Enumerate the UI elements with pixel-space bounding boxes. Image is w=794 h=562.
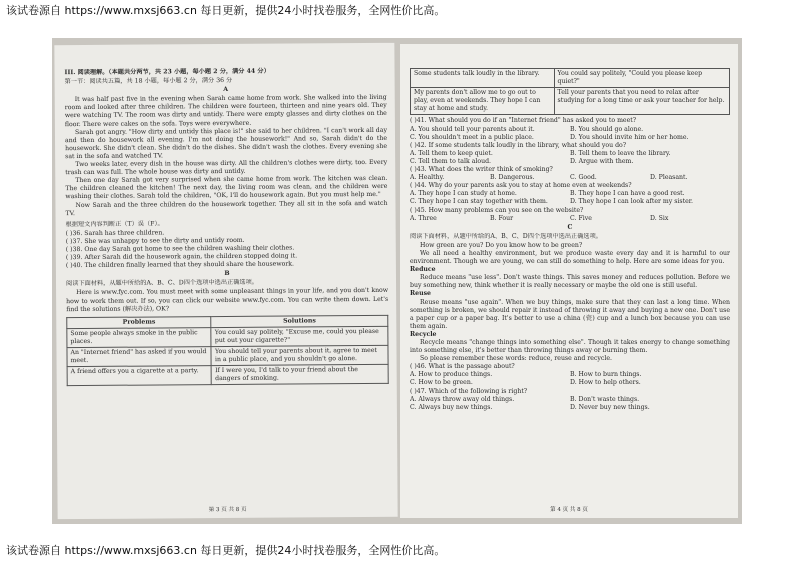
question-options — [410, 371, 730, 387]
section-title: III. 阅读理解。（本题共分两节，共 23 小题，每小题 2 分，满分 44 分） — [64, 67, 270, 77]
top-banner: 该试卷源自 https://www.mxsj663.cn 每日更新，提供24小时找卷服务，全网性价比高。 — [6, 4, 446, 17]
left-page-footer: 第 3 页 共 8 页 — [208, 506, 247, 514]
section-subtitle: 第一节：阅读共五篇，共 18 小题，每小题 2 分，满分 36 分 — [64, 77, 233, 86]
question-options — [410, 174, 730, 182]
heading-reduce: Reduce — [410, 266, 436, 274]
problems-table — [66, 315, 388, 387]
option: D. They hope I can look after my sister. — [570, 198, 693, 206]
option: C. How to be green. — [410, 379, 473, 387]
option: A. Tell them to keep quiet. — [410, 149, 493, 157]
problem-cell: A friend offers you a cigarette at a party. — [67, 366, 212, 386]
passage-a-paragraph: Two weeks later, every dish in the house was dirty. All the children's clothes were dirty, too. Every trash can was full. The whole house was dirty and untidy. — [65, 158, 388, 177]
option: A. Always throw away old things. — [410, 395, 515, 403]
question-stem: ( )44. Why do your parents ask you to stay at home even at weekends? — [410, 182, 632, 190]
option: B. They hope I can have a good rest. — [570, 190, 685, 198]
option: C. Always buy new things. — [410, 403, 493, 411]
tf-instruction: 根据短文内容判断正（T）误（F）。 — [65, 220, 164, 228]
heading-reuse: Reuse — [410, 290, 431, 298]
problems-table-continued — [410, 68, 730, 115]
option: C. You shouldn't meet in a public place. — [410, 133, 534, 141]
problem-cell: Some students talk loudly in the library. — [411, 69, 555, 88]
option: C. Tell them to talk aloud. — [410, 157, 492, 165]
option: A. Healthy. — [410, 174, 445, 182]
question-options — [410, 215, 730, 223]
option: B. Dangerous. — [490, 174, 535, 182]
passage-c-paragraph: Reuse means "use again". When we buy things, make sure that they can last a long time. When something is broken, we should repair it instead of throwing it away and buying a new one. Don't use a paper cup or a paper bag. It's better to use a china (瓷) cup and a lunch box because you can use them again. — [410, 298, 730, 330]
passage-c-paragraph: We all need a healthy environment, but we produce waste every day and it is harmful to our environment. Though we are young, we can still do something to help. Here are some ideas for you. — [410, 249, 730, 266]
passage-a-letter: A — [223, 86, 229, 94]
table-row — [411, 69, 730, 88]
question-options — [410, 150, 730, 166]
question-stem: ( )42. If some students talk loudly in the library, what should you do? — [410, 141, 627, 149]
solution-cell: Tell your parents that you need to relax after studying for a long time or ask your teacher for help. — [554, 88, 729, 115]
question-stem: ( )41. What should you do if an "Internet friend" has asked you to meet? — [410, 117, 637, 125]
passage-a-paragraph: Now Sarah and the three children do the housework together. They all sit in the sofa and watch TV. — [65, 199, 388, 217]
option: B. Four — [490, 214, 514, 222]
option: D. You should invite him or her home. — [570, 133, 689, 141]
tf-item: ( )36. Sarah has three children. — [65, 229, 165, 237]
option: D. Argue with them. — [570, 157, 634, 165]
right-page-content — [410, 68, 730, 412]
tf-item: ( )40. The children finally learned that they should share the housework. — [65, 260, 295, 270]
tf-item: ( )37. She was unhappy to see the dirty and untidy room. — [65, 236, 245, 245]
c-instruction: 阅读下面材料，从题中所给的A、B、C、D四个选项中选出正确选项。 — [410, 232, 602, 240]
question-47 — [410, 388, 730, 412]
tf-item: ( )38. One day Sarah got home to see the children washing their clothes. — [65, 244, 295, 254]
solution-cell: You could say politely, "Could you please keep quiet?" — [554, 69, 729, 88]
exam-photo — [52, 38, 742, 524]
header-problems: Problems — [67, 316, 212, 328]
right-page — [400, 44, 738, 518]
solution-cell: If I were you, I'd talk to your friend about the dangers of smoking. — [212, 365, 389, 385]
option: D. Six — [650, 214, 669, 222]
question-41 — [410, 117, 730, 141]
problem-cell: Some people always smoke in the public places. — [67, 327, 212, 347]
question-43 — [410, 166, 730, 182]
option: B. Tell them to leave the library. — [570, 149, 671, 157]
b-instruction: 阅读下面材料，从题中所给的A、B、C、D四个选项中选出正确选项。 — [65, 279, 259, 288]
passage-c-title: How green are you? Do you know how to be green? — [420, 241, 583, 249]
option: B. Don't waste things. — [570, 395, 640, 403]
passage-c — [410, 242, 730, 363]
tf-list — [66, 228, 388, 271]
option: B. How to burn things. — [570, 371, 642, 379]
option: C. They hope I can stay together with them. — [410, 198, 548, 206]
question-stem: ( )47. Which of the following is right? — [410, 387, 528, 395]
question-options — [410, 126, 730, 142]
table-row — [67, 326, 388, 347]
solution-cell: You could say politely, "Excuse me, could you please put out your cigarette?" — [211, 326, 388, 346]
table-row — [67, 345, 388, 366]
b-intro — [66, 287, 388, 314]
question-stem: ( )46. What is the passage about? — [410, 363, 515, 371]
passage-a-paragraph: It was half past five in the evening when Sarah came home from work. She walked into the living room and looked after three children. The children were fourteen, thirteen and nine years old. They were watching TV. The room was dirty and untidy. There were empty glasses and dirty clothes on the floor. There were cakes on the sofa. Toys were everywhere. — [64, 94, 387, 128]
option: A. You should tell your parents about it. — [410, 125, 535, 133]
bottom-banner: 该试卷源自 https://www.mxsj663.cn 每日更新，提供24小时找卷服务，全网性价比高。 — [6, 544, 446, 557]
passage-a-paragraph: Sarah got angry. "How dirty and untidy this place is!" she said to her children. "I can't work all day and then do housework all evening. I'm not doing the housework!" And so, Sarah didn't do the housework. She didn't clean. She didn't do the dishes. She didn't wash the clothes. Every evening she sat in the sofa and watched TV. — [64, 126, 388, 161]
question-46 — [410, 363, 730, 387]
heading-recycle: Recycle — [410, 330, 437, 338]
passage-c-paragraph: Recycle means "change things into something else". Though it takes energy to change something into something else, it's better than throwing things away or burning them. — [410, 339, 730, 355]
passage-a-paragraph: Then one day Sarah got very surprised when she came home from work. The kitchen was clean. The children cleaned the kitchen! The next day, the living room was clean, and the children were washing their clothes. Sarah told the children, "OK, I'll do housework again. But you must help me." — [65, 175, 388, 201]
solution-cell: You should tell your parents about it, agree to meet in a public place, and you shouldn't go alone. — [211, 345, 388, 365]
question-45 — [410, 207, 730, 223]
question-42 — [410, 142, 730, 166]
tf-item: ( )39. After Sarah did the housework again, the children stopped doing it. — [65, 252, 298, 262]
option: A. Three — [410, 214, 437, 222]
question-stem: ( )45. How many problems can you see on the website? — [410, 206, 584, 214]
table-row — [67, 365, 388, 386]
passage-c-paragraph: So please remember these words: reduce, reuse and recycle. — [420, 355, 612, 363]
option: B. You should go alone. — [570, 125, 644, 133]
problem-cell: An "Internet friend" has asked if you would meet. — [67, 347, 212, 367]
option: D. Pleasant. — [650, 174, 688, 182]
question-options — [410, 190, 730, 206]
question-options — [410, 396, 730, 412]
option: C. Good. — [570, 174, 597, 182]
option: D. Never buy new things. — [570, 403, 650, 411]
passage-b-letter: B — [224, 270, 230, 278]
right-page-footer: 第 4 页 共 8 页 — [550, 507, 588, 513]
option: D. How to help others. — [570, 379, 641, 387]
passage-c-paragraph: Reduce means "use less". Don't waste things. This saves money and reduces pollution. Before we buy something new, think whether it is really necessary or maybe the old one is still useful. — [410, 274, 730, 290]
header-solutions: Solutions — [211, 315, 388, 327]
passage-a — [65, 94, 388, 218]
option: A. How to produce things. — [410, 371, 493, 379]
question-stem: ( )43. What does the writer think of smoking? — [410, 166, 553, 174]
b-intro-paragraph: Here is www.fyc.com. You must meet with some unpleasant things in your life, and you don't know how to work them out. If so, you can click our website www.fyc.com. You can write them down. Let's find the solutions (解决办法), OK? — [66, 287, 389, 313]
left-page-content — [65, 67, 389, 387]
left-page — [54, 43, 397, 519]
passage-c-letter: C — [567, 223, 573, 231]
question-44 — [410, 182, 730, 206]
option: C. Five — [570, 214, 592, 222]
option: A. They hope I can study at home. — [410, 190, 517, 198]
problem-cell: My parents don't allow me to go out to play, even at weekends. They hope I can stay at home and study. — [411, 88, 555, 115]
table-row — [411, 88, 730, 115]
